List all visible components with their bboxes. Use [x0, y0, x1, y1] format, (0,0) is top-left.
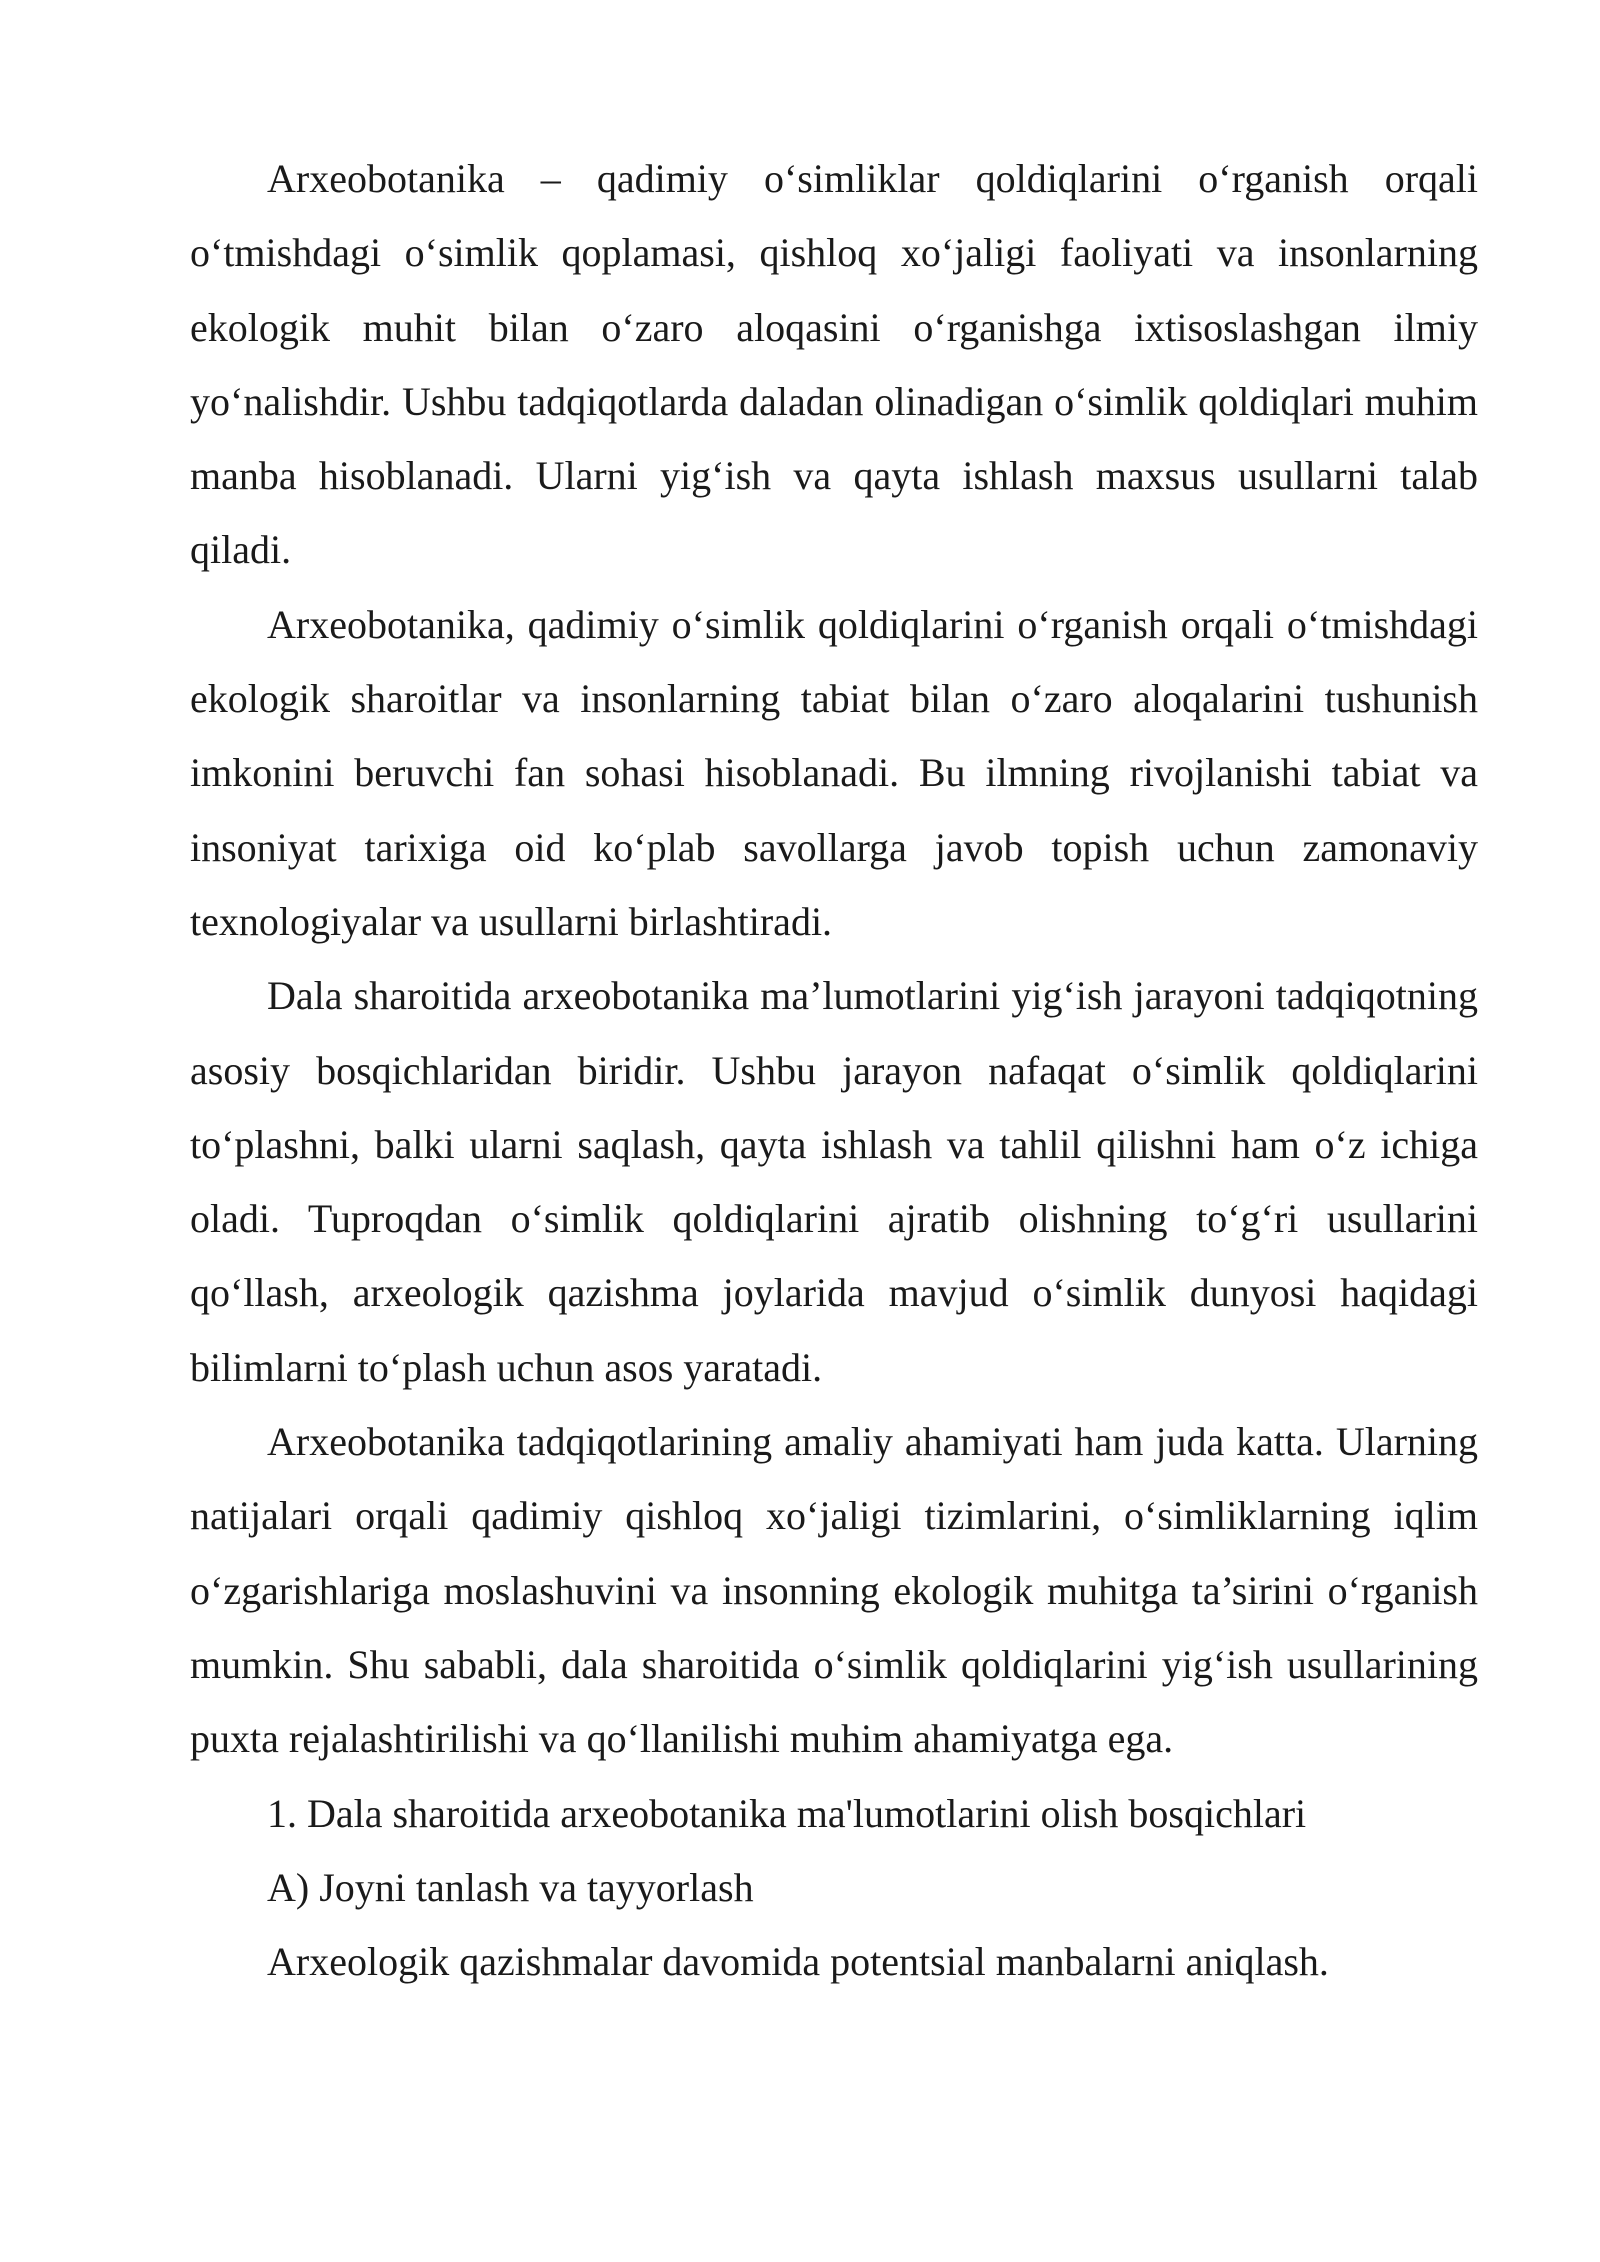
paragraph-definition: Arxeobotanika, qadimiy o‘simlik qoldiqlarini o‘rganish orqali o‘tmishdagi ekologik sharoitlar va insonlarning tabiat bilan o‘zaro aloqalarini tushunish imkonini beruvchi fan sohasi hisoblanadi. Bu ilmning rivojlanishi tabiat va insoniyat tarixiga oid ko‘plab savollarga javob topish uchun zamonaviy texnologiyalar va usullarni birlashtiradi. — [190, 601, 1478, 944]
paragraph-field-collection: Dala sharoitida arxeobotanika ma’lumotlarini yig‘ish jarayoni tadqiqotning asosiy bosqichlaridan biridir. Ushbu jarayon nafaqat o‘simlik qoldiqlarini to‘plashni, balki ularni saqlash, qayta ishlash va tahlil qilishni ham o‘z ichiga oladi. Tuproqdan o‘simlik qoldiqlarini ajratib olishning to‘g‘ri usullarini qo‘llash, arxeologik qazishma joylarida mavjud o‘simlik dunyosi haqidagi bilimlarni to‘plash uchun asos yaratadi. — [190, 973, 1478, 1390]
paragraph-practical-importance: Arxeobotanika tadqiqotlarining amaliy ahamiyati ham juda katta. Ularning natijalari orqali qadimiy qishloq xo‘jaligi tizimlarini, o‘simliklarning iqlim o‘zgarishlariga moslashuvini va insonning ekologik muhitga ta’sirini o‘rganish mumkin. Shu sababli, dala sharoitida o‘simlik qoldiqlarini yig‘ish usullarining puxta rejalashtirilishi va qo‘llanilishi muhim ahamiyatga ega. — [190, 1419, 1478, 1762]
document-body — [190, 142, 1478, 1999]
paragraph-intro: Arxeobotanika – qadimiy o‘simliklar qoldiqlarini o‘rganish orqali o‘tmishdagi o‘simlik qoplamasi, qishloq xo‘jaligi faoliyati va insonlarning ekologik muhit bilan o‘zaro aloqasini o‘rganishga ixtisoslashgan ilmiy yo‘nalishdir. Ushbu tadqiqotlarda daladan olinadigan o‘simlik qoldiqlari muhim manba hisoblanadi. Ularni yig‘ish va qayta ishlash maxsus usullarni talab qiladi. — [190, 156, 1478, 573]
paragraph-site-selection: Arxeologik qazishmalar davomida potentsial manbalarni aniqlash. — [267, 1939, 1329, 1985]
section-heading: 1. Dala sharoitida arxeobotanika ma'lumotlarini olish bosqichlari — [267, 1790, 1307, 1836]
subsection-heading: A) Joyni tanlash va tayyorlash — [267, 1864, 754, 1910]
